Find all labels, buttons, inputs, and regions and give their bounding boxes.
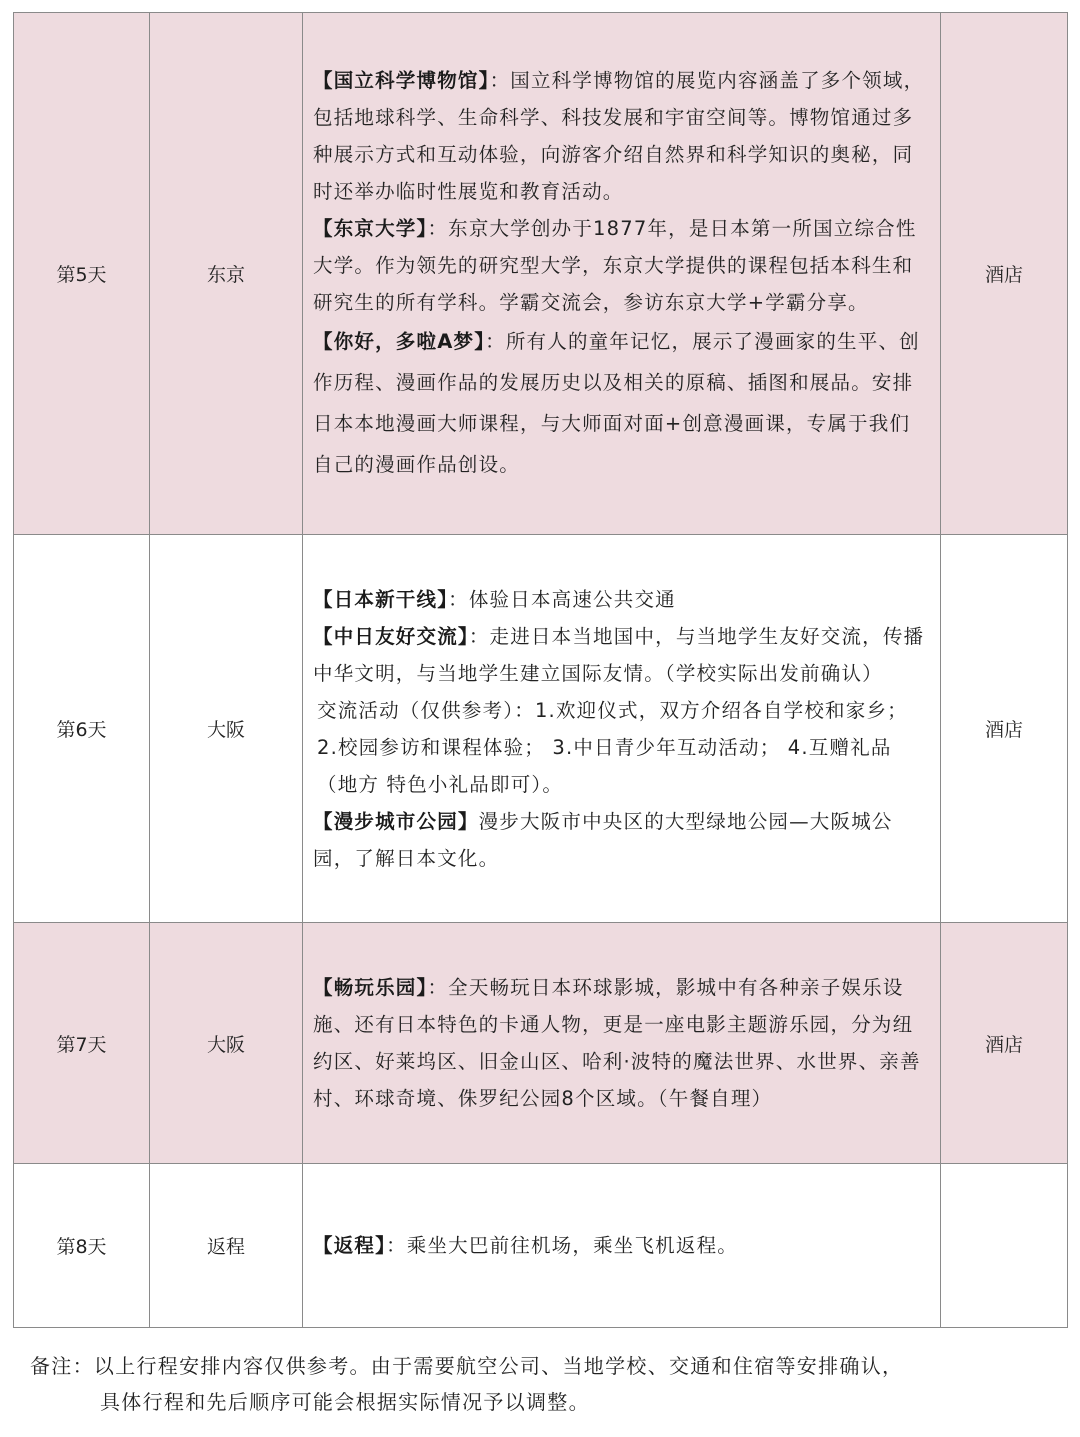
hotel-cell: 酒店 — [941, 535, 1068, 923]
city-cell: 大阪 — [150, 535, 303, 923]
paragraph-title: 【东京大学】 — [313, 217, 428, 240]
table-row — [14, 923, 1068, 1164]
itinerary-table — [13, 12, 1068, 1328]
paragraph-title: 【日本新干线】 — [313, 587, 449, 611]
footnote-line: 具体行程和先后顺序可能会根据实际情况予以调整。 — [100, 1390, 590, 1414]
city-cell: 返程 — [150, 1164, 303, 1328]
content-paragraph — [313, 803, 930, 877]
city-cell: 东京 — [150, 13, 303, 535]
hotel-cell: 酒店 — [941, 923, 1068, 1164]
footnote — [30, 1348, 1050, 1420]
paragraph-text: ：东京大学创办于1877年，是日本第一所国立综合性大学。作为领先的研究型大学，东京大学提供的课程包括本科生和研究生的所有学科。学霸交流会，参访东京大学+学霸分享。 — [313, 217, 917, 314]
day-cell: 第7天 — [14, 923, 150, 1164]
paragraph-text: 交流活动（仅供参考）：1.欢迎仪式，双方介绍各自学校和家乡； 2.校园参访和课程体验； 3.中日青少年互动活动； 4.互赠礼品（地方 特色小礼品即可）。 — [317, 698, 908, 796]
paragraph-title: 【畅玩乐园】 — [313, 976, 428, 999]
content-paragraph — [313, 1227, 930, 1264]
table-row — [14, 1164, 1068, 1328]
day-cell: 第8天 — [14, 1164, 150, 1328]
paragraph-text: ：全天畅玩日本环球影城，影城中有各种亲子娱乐设施、还有日本特色的卡通人物，更是一座电影主题游乐园，分为纽约区、好莱坞区、旧金山区、哈利·波特的魔法世界、水世界、亲善村、环球奇境、侏罗纪公园8个区域。（午餐自理） — [313, 976, 921, 1110]
paragraph-text: ：走进日本当地国中，与当地学生友好交流，传播中华文明，与当地学生建立国际友情。（学校实际出发前确认） — [313, 624, 925, 685]
paragraph-text: 漫步大阪市中央区的大型绿地公园—大阪城公园，了解日本文化。 — [313, 809, 893, 870]
content-cell — [303, 923, 941, 1164]
day-cell: 第5天 — [14, 13, 150, 535]
content-paragraph — [313, 62, 930, 210]
paragraph-title: 【国立科学博物馆】 — [313, 69, 490, 92]
city-cell: 大阪 — [150, 923, 303, 1164]
content-paragraph — [313, 210, 930, 321]
table-row — [14, 13, 1068, 535]
content-cell — [303, 1164, 941, 1328]
paragraph-title: 【你好，多啦A梦】 — [313, 330, 486, 353]
paragraph-title: 【中日友好交流】 — [313, 624, 469, 648]
paragraph-text: ：乘坐大巴前往机场，乘坐飞机返程。 — [386, 1234, 738, 1257]
table-row — [14, 535, 1068, 923]
paragraph-text: ：体验日本高速公共交通 — [448, 587, 676, 611]
paragraph-text: ：国立科学博物馆的展览内容涵盖了多个领域，包括地球科学、生命科学、科技发展和宇宙空间等。博物馆通过多种展示方式和互动体验，向游客介绍自然界和科学知识的奥秘，同时还举办临时性展览和教育活动。 — [313, 69, 925, 203]
paragraph-title: 【漫步城市公园】 — [313, 809, 479, 833]
content-paragraph — [313, 618, 930, 692]
day-cell: 第6天 — [14, 535, 150, 923]
content-paragraph — [313, 969, 930, 1117]
content-paragraph — [313, 581, 930, 618]
content-cell — [303, 535, 941, 923]
content-paragraph — [313, 321, 930, 485]
content-cell — [303, 13, 941, 535]
paragraph-title: 【返程】 — [313, 1234, 387, 1257]
footnote-line: 备注：以上行程安排内容仅供参考。由于需要航空公司、当地学校、交通和住宿等安排确认， — [30, 1354, 904, 1378]
paragraph-text: ：所有人的童年记忆，展示了漫画家的生平、创作历程、漫画作品的发展历史以及相关的原稿、插图和展品。安排日本本地漫画大师课程，与大师面对面+创意漫画课，专属于我们自己的漫画作品创设。 — [313, 330, 920, 476]
content-paragraph — [313, 692, 930, 803]
hotel-cell — [941, 1164, 1068, 1328]
hotel-cell: 酒店 — [941, 13, 1068, 535]
